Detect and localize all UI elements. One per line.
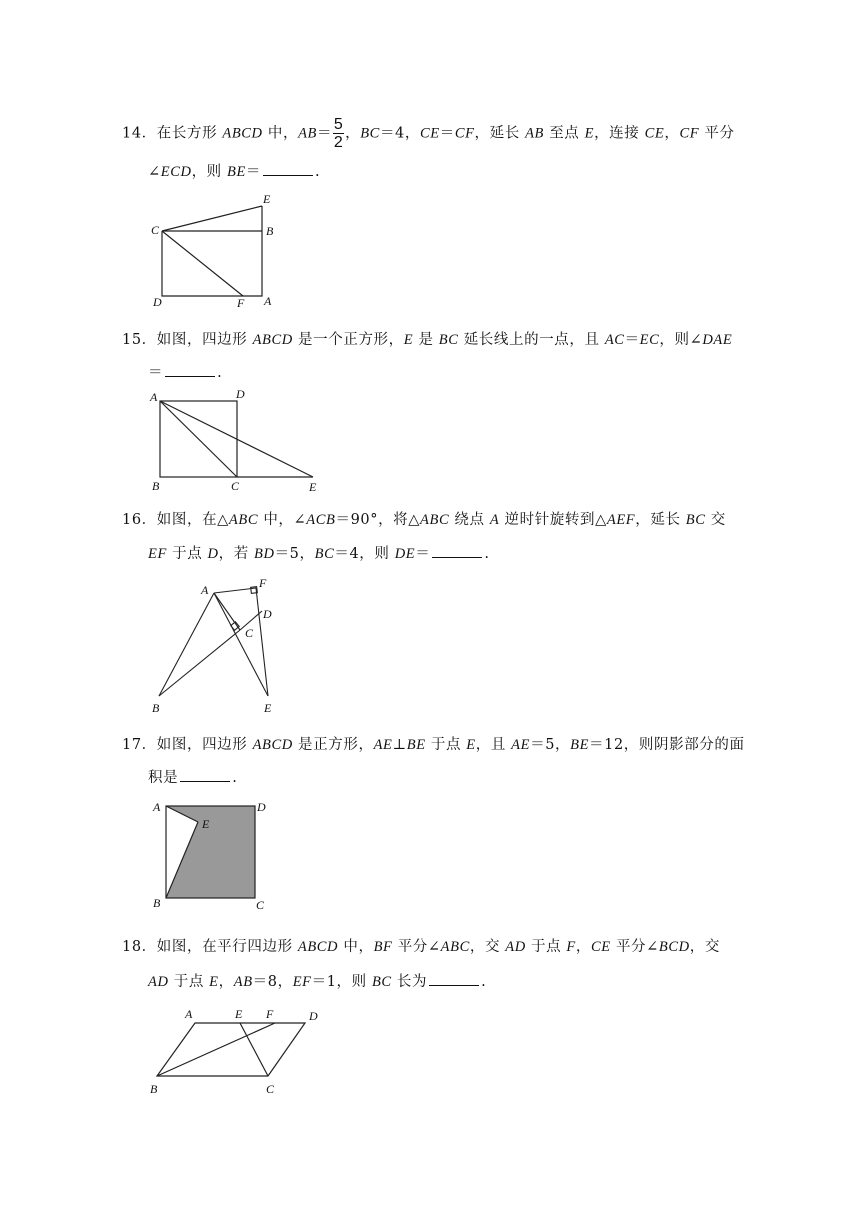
label-D: D <box>153 295 162 309</box>
label-F: F <box>259 576 267 590</box>
label-C: C <box>266 1082 275 1096</box>
label-C: C <box>151 223 160 237</box>
problem-14-line2: ∠ECD，则 BE＝ . <box>148 164 321 180</box>
problem-number: 17． <box>122 737 157 753</box>
label-E: E <box>264 701 272 715</box>
label-D: D <box>263 607 272 621</box>
label-C: C <box>256 898 265 912</box>
label-B: B <box>153 896 161 910</box>
label-A: A <box>201 583 209 597</box>
label-F: F <box>237 296 245 310</box>
problem-18-line2: AD 于点 E，AB＝8，EF＝1，则 BC 长为 . <box>148 974 487 990</box>
label-D: D <box>236 387 245 401</box>
label-F: F <box>266 1007 274 1021</box>
problem-number: 14． <box>122 125 157 142</box>
label-E: E <box>235 1007 243 1021</box>
label-C: C <box>245 626 254 640</box>
problem-16-line2: EF 于点 D，若 BD＝5，BC＝4，则 DE＝ . <box>148 546 490 562</box>
problem-18-line1: 18．如图，在平行四边形 ABCD 中，BF 平分∠ABC，交 AD 于点 F，CE 平分∠BCD，交 <box>122 939 720 955</box>
label-B: B <box>152 701 160 715</box>
label-A: A <box>150 390 158 404</box>
label-A: A <box>153 800 161 814</box>
problem-17-line2: 积是 . <box>148 770 238 786</box>
problem-14-line1: 14．在长方形 ABCD 中，AB＝ $\frac{5}{2}$ ，BC＝4，CE＝CF，延长 AB 至点 E，连接 CE，CF 平分 <box>122 116 735 151</box>
problem-number: 15． <box>122 332 157 348</box>
label-D: D <box>309 1009 318 1023</box>
label-B: B <box>266 224 274 238</box>
problem-15-line2: ＝ . <box>148 365 223 381</box>
label-A: A <box>185 1007 193 1021</box>
problem-15-line1: 15．如图，四边形 ABCD 是一个正方形，E 是 BC 延长线上的一点，且 AC＝EC，则∠DAE <box>122 332 733 348</box>
problem-number: 16． <box>122 512 157 528</box>
label-B: B <box>150 1082 158 1096</box>
label-A: A <box>264 294 272 308</box>
label-E: E <box>202 817 210 831</box>
label-E: E <box>263 192 271 206</box>
label-D: D <box>257 800 266 814</box>
problem-16-line1: 16．如图，在△ABC 中，∠ACB＝90°，将△ABC 绕点 A 逆时针旋转到△AEF，延长 BC 交 <box>122 512 726 528</box>
label-B: B <box>152 479 160 493</box>
label-C: C <box>231 479 240 493</box>
label-E: E <box>309 480 317 494</box>
fraction: $\frac{5}{2}$ <box>333 116 344 151</box>
problem-17-line1: 17．如图，四边形 ABCD 是正方形，AE⊥BE 于点 E，且 AE＝5，BE＝12，则阴影部分的面 <box>122 737 745 753</box>
problem-number: 18． <box>122 939 157 955</box>
